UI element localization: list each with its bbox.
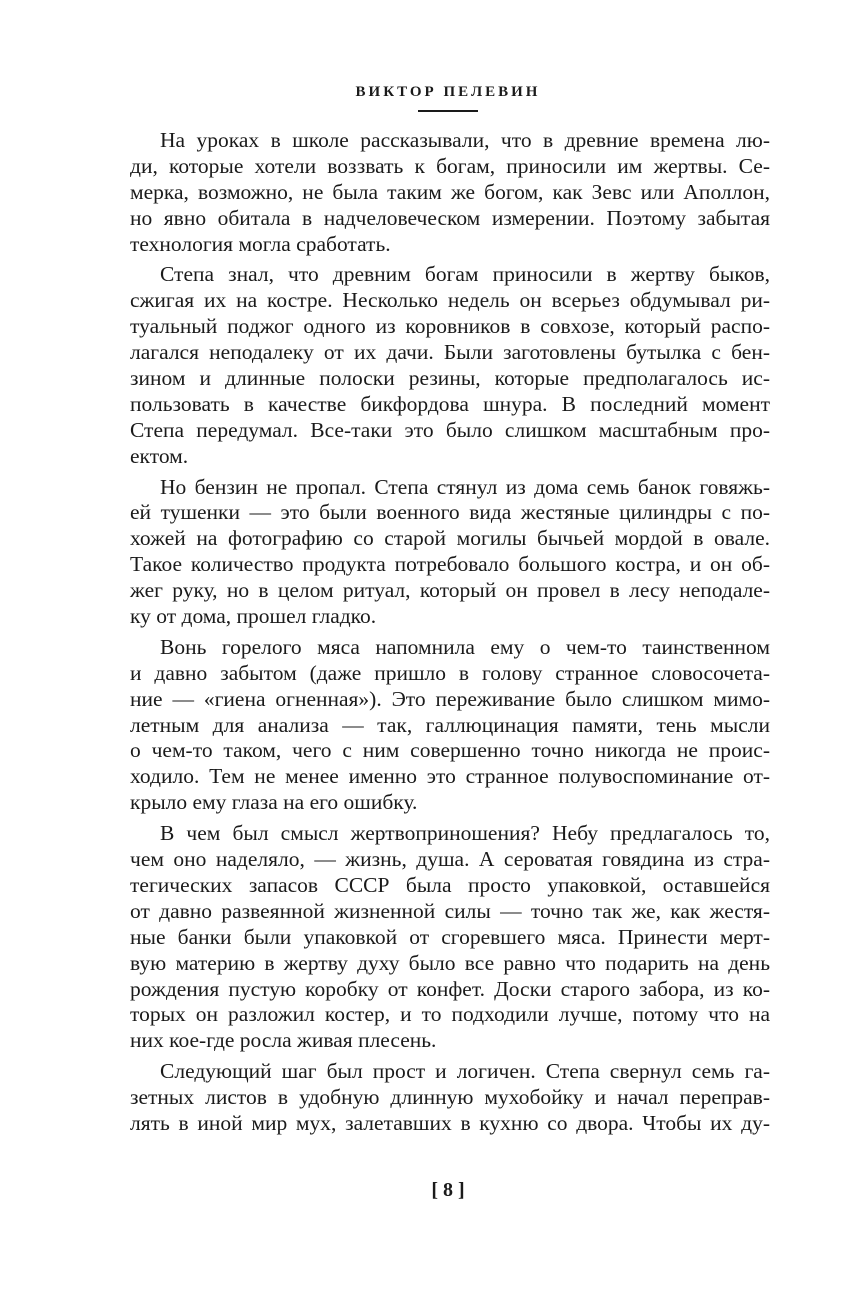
running-head: ВИКТОР ПЕЛЕВИН — [355, 84, 541, 100]
text-line: крыло ему глаза на его ошибку. — [130, 790, 418, 815]
page-number: [ 8 ] — [431, 1179, 465, 1201]
paragraph — [130, 475, 770, 630]
paragraph — [130, 1059, 770, 1137]
text-line: Степа передумал. Все-таки это было слишком масштабным про- — [130, 417, 770, 442]
text-line: но явно обитала в надчеловеческом измерении. Поэтому забытая — [130, 205, 770, 230]
paragraph — [130, 262, 770, 469]
text-line: тегических запасов СССР была просто упаковкой, оставшейся — [130, 872, 770, 897]
text-line: сжигая их на костре. Несколько недель он всерьез обдумывал ри- — [130, 288, 770, 313]
text-line: жег руку, но в целом ритуал, который он провел в лесу неподале- — [130, 578, 770, 603]
text-line: рождения пустую коробку от конфет. Доски старого забора, из ко- — [130, 976, 770, 1001]
text-line: лагался неподалеку от их дачи. Были заготовлены бутылка с бен- — [130, 340, 770, 365]
text-line: Следующий шаг был прост и логичен. Степа свернул семь га- — [160, 1059, 770, 1084]
text-line: ние — «гиена огненная»). Это переживание было слишком мимо- — [130, 686, 770, 711]
text-line: туальный поджог одного из коровников в совхозе, который распо- — [130, 314, 770, 339]
text-line: ходило. Тем не менее именно это странное полувоспоминание от- — [130, 764, 770, 789]
text-line: зетных листов в удобную длинную мухобойку и начал перепрaв- — [130, 1085, 770, 1110]
text-line: мерка, возможно, не была таким же богом, как Зевс или Аполлон, — [130, 179, 770, 204]
text-line: зином и длинные полоски резины, которые предполагалось ис- — [130, 366, 770, 391]
paragraph — [130, 821, 770, 1054]
paragraph — [130, 128, 770, 257]
text-line: На уроках в школе рассказывали, что в древние времена лю- — [160, 128, 770, 152]
text-line: Такое количество продукта потребовало большого костра, и он об- — [130, 552, 770, 577]
text-line: ку от дома, прошел гладко. — [130, 604, 377, 629]
text-line: ей тушенки — это были военного вида жестяные цилиндры с по- — [130, 500, 770, 525]
text-line: ные банки были упаковкой от сгоревшего мяса. Принести мерт- — [130, 924, 770, 949]
text-line: технология могла сработать. — [130, 231, 391, 256]
text-line: вую материю в жертву духу было все равно что подарить на день — [130, 950, 770, 975]
header-rule — [418, 110, 478, 112]
text-line: чем оно наделяло, — жизнь, душа. А сероватая говядина из стра- — [130, 847, 770, 872]
text-line: и давно забытом (даже пришло в голову странное словосочета- — [130, 660, 770, 685]
text-line: В чем был смысл жертвоприношения? Небу предлагалось то, — [160, 821, 770, 846]
text-line: пользовать в качестве бикфордова шнура. В последний момент — [130, 391, 770, 416]
text-line: от давно развеянной жизненной силы — точно так же, как жестя- — [130, 898, 770, 923]
text-line: Но бензин не пропал. Степа стянул из дома семь банок говяжь- — [160, 474, 770, 499]
text-line: ектом. — [130, 443, 189, 468]
text-line: ди, которые хотели воззвать к богам, приносили им жертвы. Се- — [130, 153, 770, 178]
text-line: них кое-где росла живая плесень. — [130, 1028, 437, 1053]
paragraph — [130, 635, 770, 816]
text-line: лять в иной мир мух, залетавших в кухню со двора. Чтобы их ду- — [130, 1110, 770, 1135]
text-line: Степа знал, что древним богам приносили в жертву быков, — [160, 262, 770, 287]
body-text — [130, 128, 770, 1142]
text-line: Вонь горелого мяса напомнила ему о чем-то таинственном — [160, 634, 770, 659]
text-line: летным для анализа — так, галлюцинация памяти, тень мысли — [130, 712, 770, 737]
text-line: торых он разложил костер, и то подходили лучше, потому что на — [130, 1002, 770, 1027]
text-line: о чем-то таком, чего с ним совершенно точно никогда не проис- — [130, 738, 770, 763]
text-line: хожей на фотографию со старой могилы бычьей мордой в овале. — [130, 526, 770, 551]
